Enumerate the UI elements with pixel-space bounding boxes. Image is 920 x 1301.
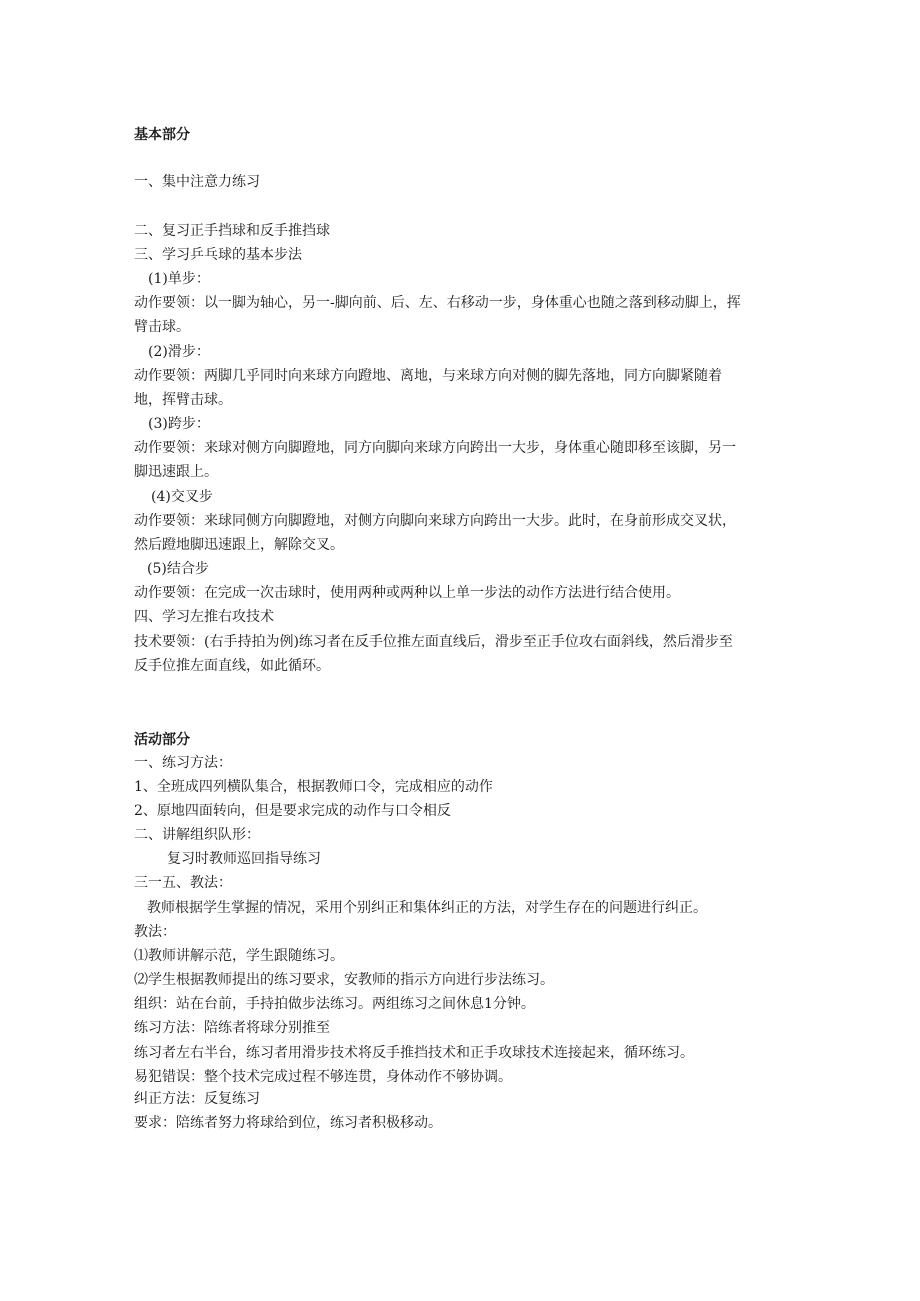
item-formation-title: 二、讲解组织队形： (134, 827, 260, 843)
item-teaching-title: 三一五、教法： (134, 875, 232, 891)
teaching-label: 教法： (134, 924, 176, 940)
subitem-combo-title: (5)结合步 (147, 561, 209, 577)
cross-text-line2: 然后蹬地脚迅速跟上，解除交叉。 (134, 537, 344, 553)
item-review: 二、复习正手挡球和反手推挡球 (134, 223, 330, 239)
subitem-slide-title: (2)滑步： (148, 344, 210, 360)
attack-text-line2: 反手位推左面直线，如此循环。 (134, 658, 330, 674)
section-heading-basic: 基本部分 (134, 127, 190, 143)
organize-text: 组织：站在台前，手持拍做步法练习。两组练习之间休息1分钟。 (134, 996, 535, 1012)
item-method-title: 一、练习方法： (134, 755, 232, 771)
subitem-cross-title: (4)交叉步 (151, 489, 213, 505)
item-focus: 一、集中注意力练习 (134, 174, 260, 190)
correction-text: 纠正方法：反复练习 (134, 1091, 260, 1107)
method-line-2: 2、原地四面转向，但是要求完成的动作与口令相反 (134, 803, 451, 819)
section-heading-activity: 活动部分 (134, 732, 190, 748)
errors-text: 易犯错误：整个技术完成过程不够连贯，身体动作不够协调。 (134, 1069, 512, 1085)
teaching-step-1: ⑴教师讲解示范，学生跟随练习。 (134, 948, 344, 964)
single-text-line2: 臂击球。 (134, 319, 190, 335)
single-text-line1: 动作要领：以一脚为轴心，另一-脚向前、后、左、右移动一步，身体重心也随之落到移动脚上，挥 (134, 295, 741, 311)
item-attack-title: 四、学习左推右攻技术 (134, 609, 274, 625)
slide-text-line2: 地，挥臂击球。 (134, 392, 232, 408)
practice-line-2: 练习者左右半台，练习者用滑步技术将反手推挡技术和正手攻球技术连接起来，循环练习。 (134, 1045, 694, 1061)
teaching-text: 教师根据学生掌握的情况，采用个别纠正和集体纠正的方法，对学生存在的问题进行纠正。 (147, 900, 707, 916)
stride-text-line1: 动作要领：来球对侧方向脚蹬地，同方向脚向来球方向跨出一大步，身体重心随即移至该脚，另一 (134, 440, 736, 456)
subitem-single-title: (1)单步： (148, 271, 210, 287)
method-line-1: 1、全班成四列横队集合，根据教师口令，完成相应的动作 (134, 779, 493, 795)
teaching-step-2: ⑵学生根据教师提出的练习要求，安教师的指示方向进行步法练习。 (134, 972, 554, 988)
subitem-stride-title: (3)跨步： (148, 416, 210, 432)
item-steps-title: 三、学习乒乓球的基本步法 (134, 247, 302, 263)
attack-text-line1: 技术要领：(右手持拍为例)练习者在反手位推左面直线后，滑步至正手位攻右面斜线，然后滑步至 (134, 634, 733, 650)
requirement-text: 要求：陪练者努力将球给到位，练习者积极移动。 (134, 1115, 442, 1131)
formation-text: 复习时教师巡回指导练习 (167, 851, 321, 867)
cross-text-line1: 动作要领：来球同侧方向脚蹬地，对侧方向脚向来球方向跨出一大步。此时，在身前形成交叉状， (134, 513, 736, 529)
practice-line-1: 练习方法：陪练者将球分别推至 (134, 1020, 330, 1036)
stride-text-line2: 脚迅速跟上。 (134, 464, 218, 480)
combo-text-line1: 动作要领：在完成一次击球时，使用两种或两种以上单一步法的动作方法进行结合使用。 (134, 585, 680, 601)
slide-text-line1: 动作要领：两脚几乎同时向来球方向蹬地、离地，与来球方向对侧的脚先落地，同方向脚紧随着 (134, 368, 722, 384)
